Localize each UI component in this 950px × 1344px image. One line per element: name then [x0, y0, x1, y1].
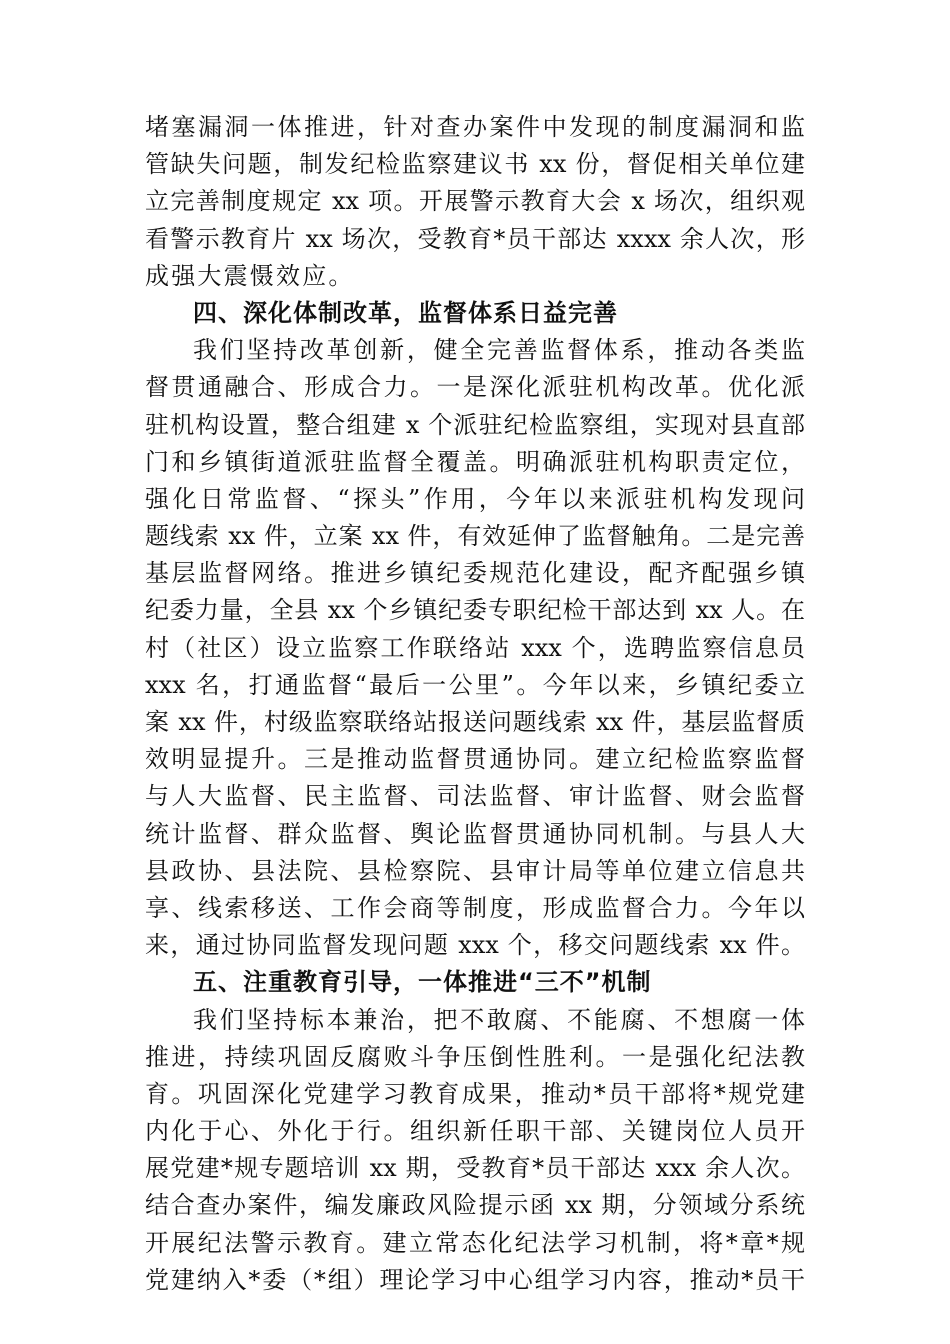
paragraph-line: 案 xx 件，村级监察联络站报送问题线索 xx 件，基层监督质	[145, 708, 805, 736]
paragraph-line: 我们坚持标本兼治，把不敢腐、不能腐、不想腐一体	[193, 1005, 805, 1034]
paragraph-line: 门和乡镇街道派驻监督全覆盖。明确派驻机构职责定位，	[145, 447, 805, 476]
paragraph-line: 统计监督、群众监督、舆论监督贯通协同机制。与县人大	[145, 819, 805, 848]
paragraph-line: 展党建*规专题培训 xx 期，受教育*员干部达 xxx 余人次。	[145, 1154, 805, 1183]
paragraph-line: 县政协、县法院、县检察院、县审计局等单位建立信息共	[145, 856, 805, 885]
paragraph-line: 强化日常监督、“探头”作用，今年以来派驻机构发现问	[145, 484, 805, 513]
paragraph-line: 推进，持续巩固反腐败斗争压倒性胜利。一是强化纪法教	[145, 1042, 805, 1071]
paragraph-line: 我们坚持改革创新，健全完善监督体系，推动各类监	[193, 336, 805, 365]
paragraph-line: xxx 名，打通监督“最后一公里”。今年以来，乡镇纪委立	[145, 670, 805, 699]
paragraph-line: 看警示教育片 xx 场次，受教育*员干部达 xxxx 余人次，形	[145, 224, 805, 253]
paragraph-line: 督贯通融合、形成合力。一是深化派驻机构改革。优化派	[145, 373, 805, 402]
section-heading: 五、注重教育引导，一体推进“三不”机制	[193, 968, 652, 997]
paragraph-line: 开展纪法警示教育。建立常态化纪法学习机制，将*章*规	[145, 1228, 805, 1257]
paragraph-line: 党建纳入*委（*组）理论学习中心组学习内容，推动*员干	[145, 1265, 805, 1294]
paragraph-line: 结合查办案件，编发廉政风险提示函 xx 期，分领域分系统	[145, 1191, 805, 1220]
paragraph-line: 堵塞漏洞一体推进，针对查办案件中发现的制度漏洞和监	[145, 113, 805, 141]
section-heading: 四、深化体制改革，监督体系日益完善	[193, 298, 618, 327]
paragraph-line: 与人大监督、民主监督、司法监督、审计监督、财会监督	[145, 782, 805, 811]
paragraph-line: 基层监督网络。推进乡镇纪委规范化建设，配齐配强乡镇	[145, 559, 805, 588]
paragraph-line: 立完善制度规定 xx 项。开展警示教育大会 x 场次，组织观	[145, 187, 805, 216]
paragraph-line: 驻机构设置，整合组建 x 个派驻纪检监察组，实现对县直部	[145, 410, 805, 439]
paragraph-line: 纪委力量，全县 xx 个乡镇纪委专职纪检干部达到 xx 人。在	[145, 596, 805, 625]
paragraph-line: 题线索 xx 件，立案 xx 件，有效延伸了监督触角。二是完善	[145, 522, 805, 551]
paragraph-line: 享、线索移送、工作会商等制度，形成监督合力。今年以	[145, 893, 805, 922]
paragraph-line: 育。巩固深化党建学习教育成果，推动*员干部将*规党建	[145, 1079, 805, 1108]
paragraph-line: 管缺失问题，制发纪检监察建议书 xx 份，督促相关单位建	[145, 150, 805, 179]
paragraph-line: 效明显提升。三是推动监督贯通协同。建立纪检监察监督	[145, 745, 805, 774]
paragraph-line: 内化于心、外化于行。组织新任职干部、关键岗位人员开	[145, 1117, 805, 1146]
paragraph-line: 来，通过协同监督发现问题 xxx 个，移交问题线索 xx 件。	[145, 931, 805, 960]
paragraph-line: 村（社区）设立监察工作联络站 xxx 个，选聘监察信息员	[145, 633, 805, 662]
document-body	[145, 109, 805, 1299]
paragraph-line: 成强大震慑效应。	[145, 261, 355, 290]
